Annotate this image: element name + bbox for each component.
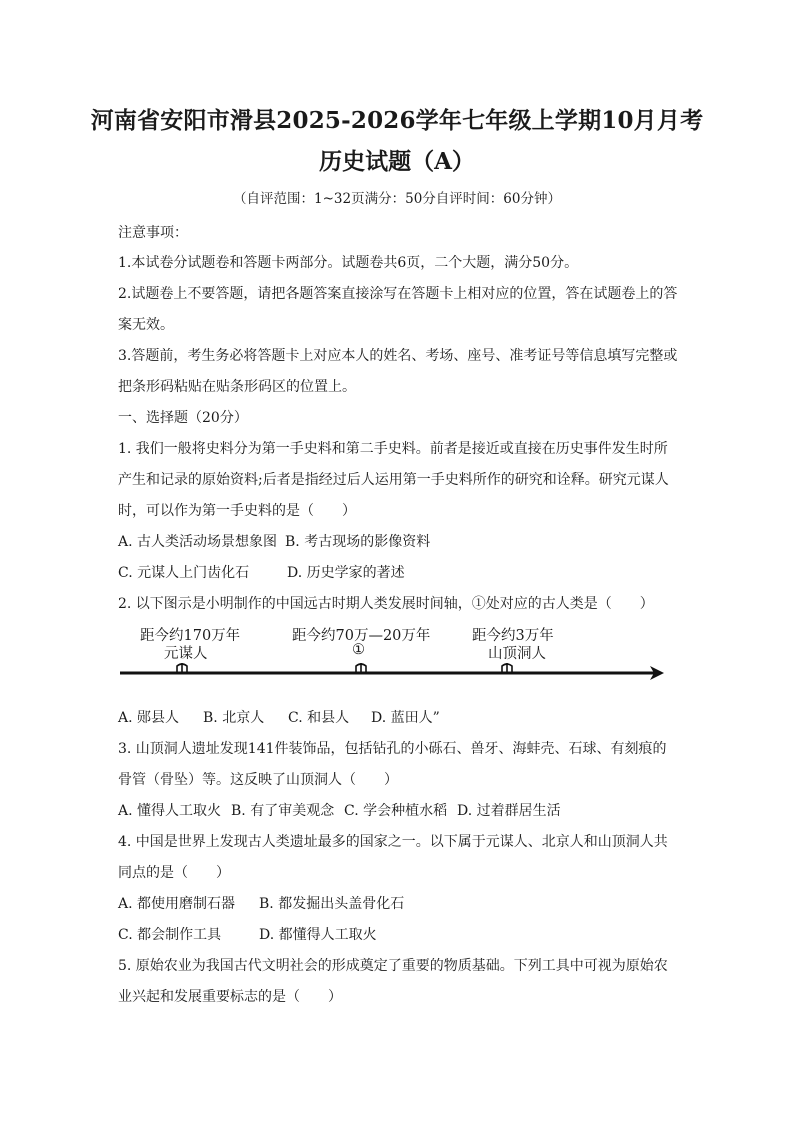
note-2-line1: 2.试题卷上不要答题，请把各题答案直接涂写在答题卡上相对应的位置，答在试题卷上的答 xyxy=(118,286,678,302)
q4-option-b: B. 都发掘出头盖骨化石 xyxy=(259,896,405,912)
q4-option-d: D. 都懂得人工取火 xyxy=(259,927,377,943)
q3-option-d: D. 过着群居生活 xyxy=(457,803,561,819)
timeline-label-1-time: 距今约170万年 xyxy=(140,628,241,644)
q1-stem-line2: 产生和记录的原始资料;后者是指经过后人运用第一手史料所作的研究和诠释。研究元谋人 xyxy=(118,472,669,488)
q2-option-c: C. 和县人 xyxy=(288,710,350,726)
q5-stem-line2: 业兴起和发展重要标志的是（ ） xyxy=(118,989,342,1005)
timeline-label-3-time: 距今约3万年 xyxy=(472,628,554,644)
q2-option-a: A. 郧县人 xyxy=(118,710,180,726)
q1-option-d: D. 历史学家的著述 xyxy=(287,565,405,581)
note-3-line1: 3.答题前，考生务必将答题卡上对应本人的姓名、考场、座号、准考证号等信息填写完整或 xyxy=(118,348,678,364)
q1-stem-line3: 时，可以作为第一手史料的是（ ） xyxy=(118,503,356,519)
q2-option-b: B. 北京人 xyxy=(203,710,265,726)
timeline-figure xyxy=(116,620,676,690)
q2-stem: 2. 以下图示是小明制作的中国远古时期人类发展时间轴，①处对应的古人类是（ ） xyxy=(118,596,654,612)
timeline-label-2-time: 距今约70万—20万年 xyxy=(292,628,431,644)
exam-scope-info: （自评范围：1~32页满分：50分自评时间：60分钟） xyxy=(233,191,561,207)
q1-option-c: C. 元谋人上门齿化石 xyxy=(118,565,250,581)
timeline-label-3-name: 山顶洞人 xyxy=(488,646,546,662)
timeline-label-2-name: ① xyxy=(352,642,365,658)
q4-option-c: C. 都会制作工具 xyxy=(118,927,222,943)
section-heading: 一、选择题（20分） xyxy=(118,410,248,426)
q3-stem-line2: 骨管（骨坠）等。这反映了山顶洞人（ ） xyxy=(118,772,398,788)
notes-heading: 注意事项： xyxy=(118,225,188,241)
q3-option-b: B. 有了审美观念 xyxy=(231,803,335,819)
timeline-label-1-name: 元谋人 xyxy=(164,646,208,662)
q4-stem-line1: 4. 中国是世界上发现古人类遗址最多的国家之一。以下属于元谋人、北京人和山顶洞人共 xyxy=(118,834,668,850)
exam-title: 河南省安阳市滑县2025-2026学年七年级上学期10月月考 xyxy=(90,107,704,134)
q3-option-c: C. 学会种植水稻 xyxy=(344,803,448,819)
note-3-line2: 把条形码粘贴在贴条形码区的位置上。 xyxy=(118,379,356,395)
exam-subject-title: 历史试题（A） xyxy=(319,148,475,175)
q1-option-b: B. 考古现场的影像资料 xyxy=(285,534,431,550)
q2-option-d: D. 蓝田人” xyxy=(371,710,440,726)
q4-option-a: A. 都使用磨制石器 xyxy=(118,896,236,912)
q1-option-a: A. 古人类活动场景想象图 xyxy=(118,534,278,550)
timeline-axis xyxy=(116,620,676,690)
q4-stem-line2: 同点的是（ ） xyxy=(118,865,230,881)
note-2-line2: 案无效。 xyxy=(118,317,174,333)
q5-stem-line1: 5. 原始农业为我国古代文明社会的形成奠定了重要的物质基础。下列工具中可视为原始农 xyxy=(118,958,668,974)
q3-option-a: A. 懂得人工取火 xyxy=(118,803,222,819)
q3-stem-line1: 3. 山顶洞人遗址发现141件装饰品，包括钻孔的小砾石、兽牙、海蚌壳、石球、有刻痕的 xyxy=(118,741,667,757)
q1-stem-line1: 1. 我们一般将史料分为第一手史料和第二手史料。前者是接近或直接在历史事件发生时所 xyxy=(118,441,668,457)
note-1: 1.本试卷分试题卷和答题卡两部分。试题卷共6页，二个大题，满分50分。 xyxy=(118,255,579,271)
